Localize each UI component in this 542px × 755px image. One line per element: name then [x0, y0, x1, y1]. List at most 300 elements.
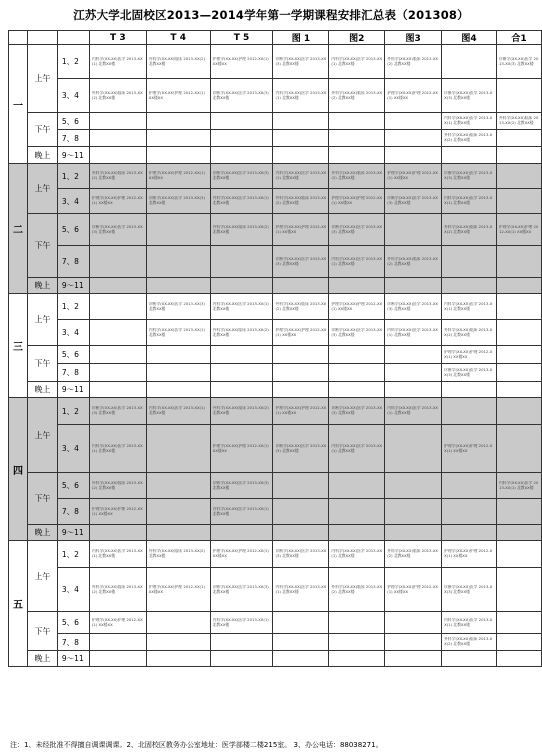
- course-text: 诊断学(XX-XX)医学 2013-XX(3) 北教XX楼: [212, 584, 269, 594]
- course-text: 外科学(XX-XX)临床 2013-XX(2) 北教XX楼: [387, 549, 439, 558]
- course-cell: [442, 499, 497, 525]
- course-text: 外科学(XX-XX)临床 2013-XX(2) 北教XX楼: [275, 196, 327, 205]
- course-text: 护理学(XX-XX)护理 2012-XX(1) XX楼XX: [148, 171, 205, 180]
- period-label: 1、2: [57, 541, 89, 568]
- course-cell: [496, 612, 541, 634]
- course-text: 护理学(XX-XX)护理 2012-XX(1) XX楼XX: [212, 443, 269, 453]
- course-cell: [210, 130, 273, 147]
- column-header: 图4: [442, 31, 497, 45]
- course-text: 护理学(XX-XX)护理 2012-XX(1) XX楼XX: [387, 584, 439, 594]
- course-text: 护理学(XX-XX)护理 2012-XX(1) XX楼XX: [275, 327, 327, 337]
- course-cell: [496, 364, 541, 382]
- course-cell: [496, 346, 541, 364]
- course-cell: [146, 568, 210, 612]
- course-text: 外科学(XX-XX)临床 2013-XX(2) 北教XX楼: [387, 56, 439, 66]
- weekday-label: 三: [9, 294, 28, 398]
- course-cell: [89, 79, 146, 113]
- course-cell: [442, 346, 497, 364]
- course-cell: [273, 214, 329, 246]
- course-text: 外科学(XX-XX)临床 2013-XX(2) 北教XX楼: [331, 171, 383, 180]
- course-cell: [442, 130, 497, 147]
- course-cell: [89, 189, 146, 214]
- half-day-label: 上午: [27, 45, 57, 113]
- course-cell: [496, 278, 541, 294]
- course-cell: [385, 130, 442, 147]
- course-cell: [273, 541, 329, 568]
- period-label: 7、8: [57, 634, 89, 651]
- course-cell: [146, 364, 210, 382]
- course-cell: [329, 278, 385, 294]
- course-cell: [496, 79, 541, 113]
- course-cell: [496, 214, 541, 246]
- course-text: 外科学(XX-XX)临床 2013-XX(2) 北教XX楼: [148, 56, 205, 66]
- course-cell: [442, 382, 497, 398]
- schedule-row: [9, 541, 542, 568]
- schedule-row: [9, 79, 542, 113]
- course-text: 诊断学(XX-XX)医学 2013-XX(3) 北教XX楼: [387, 301, 439, 311]
- course-cell: [146, 473, 210, 499]
- course-text: 护理学(XX-XX)护理 2012-XX(1) XX楼XX: [148, 90, 205, 100]
- course-text: 护理学(XX-XX)护理 2012-XX(1) XX楼XX: [212, 549, 269, 558]
- course-cell: [385, 651, 442, 667]
- course-text: 外科学(XX-XX)临床 2013-XX(2) 北教XX楼: [387, 256, 439, 266]
- course-text: 护理学(XX-XX)护理 2012-XX(1) XX楼XX: [91, 617, 143, 627]
- course-cell: [329, 79, 385, 113]
- course-text: 诊断学(XX-XX)医学 2013-XX(3) 北教XX楼: [212, 480, 269, 490]
- schedule-row: [9, 164, 542, 189]
- course-text: 护理学(XX-XX)护理 2012-XX(1) XX楼XX: [444, 349, 493, 359]
- course-cell: [210, 189, 273, 214]
- course-cell: [146, 346, 210, 364]
- period-label: 9～11: [57, 651, 89, 667]
- footer-note: 注：1、未经批准不得擅自调课调课。2、北固校区教务办公室地址：医学部楼二楼215室。 3、办公电话：88038271。: [10, 741, 383, 749]
- course-cell: [273, 425, 329, 473]
- course-cell: [273, 189, 329, 214]
- course-cell: [385, 499, 442, 525]
- schedule-row: [9, 294, 542, 320]
- schedule-row: [9, 612, 542, 634]
- period-label: 7、8: [57, 130, 89, 147]
- course-cell: [385, 541, 442, 568]
- course-cell: [146, 525, 210, 541]
- course-cell: [210, 79, 273, 113]
- course-cell: [442, 541, 497, 568]
- course-cell: [146, 499, 210, 525]
- period-label: 7、8: [57, 499, 89, 525]
- schedule-row: [9, 346, 542, 364]
- course-text: 诊断学(XX-XX)医学 2013-XX(3) 北教XX楼: [275, 56, 327, 66]
- schedule-row: [9, 499, 542, 525]
- period-label: 1、2: [57, 294, 89, 320]
- course-cell: [210, 278, 273, 294]
- course-cell: [329, 499, 385, 525]
- course-text: 外科学(XX-XX)临床 2013-XX(2) 北教XX楼: [91, 171, 143, 180]
- course-text: 护理学(XX-XX)护理 2012-XX(1) XX楼XX: [387, 90, 439, 100]
- course-cell: [496, 320, 541, 346]
- course-cell: [89, 525, 146, 541]
- course-cell: [210, 382, 273, 398]
- course-cell: [442, 278, 497, 294]
- course-text: 内科学(XX-XX)医学 2013-XX(1) 北教XX楼: [91, 549, 143, 558]
- course-text: 内科学(XX-XX)医学 2013-XX(1) 北教XX楼: [331, 256, 383, 266]
- schedule-row: [9, 320, 542, 346]
- course-cell: [385, 612, 442, 634]
- course-text: 诊断学(XX-XX)医学 2013-XX(3) 北教XX楼: [444, 171, 493, 180]
- course-cell: [146, 147, 210, 164]
- course-cell: [442, 189, 497, 214]
- course-cell: [496, 398, 541, 425]
- course-cell: [146, 278, 210, 294]
- course-cell: [385, 164, 442, 189]
- course-text: 内科学(XX-XX)医学 2013-XX(1) 北教XX楼: [212, 196, 269, 205]
- column-header: 图3: [385, 31, 442, 45]
- course-text: 护理学(XX-XX)护理 2012-XX(1) XX楼XX: [444, 443, 493, 453]
- course-cell: [329, 612, 385, 634]
- course-cell: [442, 113, 497, 130]
- course-cell: [329, 473, 385, 499]
- schedule-row: [9, 382, 542, 398]
- period-label: 5、6: [57, 214, 89, 246]
- course-cell: [329, 189, 385, 214]
- course-text: 内科学(XX-XX)医学 2013-XX(1) 北教XX楼: [212, 506, 269, 516]
- course-cell: [442, 294, 497, 320]
- schedule-row: [9, 130, 542, 147]
- course-text: 外科学(XX-XX)临床 2013-XX(2) 北教XX楼: [331, 90, 383, 100]
- course-cell: [385, 525, 442, 541]
- course-cell: [89, 364, 146, 382]
- course-cell: [89, 398, 146, 425]
- half-day-label: 下午: [27, 473, 57, 525]
- course-cell: [385, 320, 442, 346]
- course-cell: [210, 499, 273, 525]
- course-cell: [496, 113, 541, 130]
- course-cell: [89, 164, 146, 189]
- course-cell: [89, 130, 146, 147]
- course-cell: [89, 612, 146, 634]
- column-header: 合1: [496, 31, 541, 45]
- course-text: 护理学(XX-XX)护理 2012-XX(1) XX楼XX: [91, 506, 143, 516]
- course-text: 诊断学(XX-XX)医学 2013-XX(3) 北教XX楼: [275, 256, 327, 266]
- course-cell: [329, 525, 385, 541]
- course-cell: [89, 214, 146, 246]
- course-cell: [146, 382, 210, 398]
- course-text: 诊断学(XX-XX)医学 2013-XX(3) 北教XX楼: [387, 196, 439, 205]
- course-cell: [146, 113, 210, 130]
- schedule-row: [9, 364, 542, 382]
- course-text: 外科学(XX-XX)临床 2013-XX(2) 北教XX楼: [212, 224, 269, 234]
- course-cell: [329, 164, 385, 189]
- course-cell: [146, 130, 210, 147]
- course-cell: [89, 294, 146, 320]
- half-day-label: 上午: [27, 541, 57, 612]
- course-cell: [146, 189, 210, 214]
- course-cell: [210, 364, 273, 382]
- course-text: 内科学(XX-XX)医学 2013-XX(1) 北教XX楼: [275, 90, 327, 100]
- course-cell: [385, 398, 442, 425]
- course-cell: [146, 45, 210, 79]
- course-cell: [329, 382, 385, 398]
- period-label: 5、6: [57, 113, 89, 130]
- course-cell: [496, 164, 541, 189]
- half-day-label: 晚上: [27, 147, 57, 164]
- course-cell: [273, 278, 329, 294]
- course-text: 诊断学(XX-XX)医学 2013-XX(3) 北教XX楼: [212, 171, 269, 180]
- period-label: 5、6: [57, 346, 89, 364]
- course-text: 内科学(XX-XX)医学 2013-XX(1) 北教XX楼: [331, 549, 383, 558]
- course-text: 诊断学(XX-XX)医学 2013-XX(3) 北教XX楼: [148, 196, 205, 205]
- course-cell: [273, 130, 329, 147]
- course-cell: [442, 320, 497, 346]
- course-cell: [89, 113, 146, 130]
- course-cell: [496, 651, 541, 667]
- schedule-row: [9, 651, 542, 667]
- schedule-row: [9, 525, 542, 541]
- course-cell: [496, 147, 541, 164]
- course-text: 内科学(XX-XX)医学 2013-XX(1) 北教XX楼: [331, 56, 383, 66]
- course-cell: [496, 634, 541, 651]
- course-text: 护理学(XX-XX)护理 2012-XX(1) XX楼XX: [387, 171, 439, 180]
- course-cell: [273, 346, 329, 364]
- course-cell: [442, 398, 497, 425]
- course-text: 外科学(XX-XX)临床 2013-XX(2) 北教XX楼: [444, 637, 493, 646]
- course-cell: [329, 425, 385, 473]
- course-cell: [210, 651, 273, 667]
- course-cell: [385, 364, 442, 382]
- course-cell: [385, 45, 442, 79]
- course-text: 外科学(XX-XX)临床 2013-XX(2) 北教XX楼: [444, 224, 493, 234]
- course-cell: [329, 320, 385, 346]
- course-cell: [385, 189, 442, 214]
- course-text: 诊断学(XX-XX)医学 2013-XX(3) 北教XX楼: [331, 224, 383, 234]
- course-cell: [89, 246, 146, 278]
- course-cell: [146, 246, 210, 278]
- course-text: 诊断学(XX-XX)医学 2013-XX(3) 北教XX楼: [148, 301, 205, 311]
- course-text: 诊断学(XX-XX)医学 2013-XX(3) 北教XX楼: [91, 224, 143, 234]
- course-cell: [89, 382, 146, 398]
- course-cell: [210, 246, 273, 278]
- course-cell: [89, 45, 146, 79]
- course-text: 内科学(XX-XX)医学 2013-XX(1) 北教XX楼: [275, 584, 327, 594]
- course-cell: [329, 568, 385, 612]
- weekday-label: 四: [9, 398, 28, 541]
- course-cell: [273, 147, 329, 164]
- course-cell: [89, 425, 146, 473]
- course-cell: [89, 278, 146, 294]
- course-cell: [385, 425, 442, 473]
- course-cell: [273, 568, 329, 612]
- course-cell: [385, 473, 442, 499]
- course-cell: [89, 473, 146, 499]
- course-cell: [442, 525, 497, 541]
- course-cell: [273, 499, 329, 525]
- schedule-row: [9, 189, 542, 214]
- course-text: 外科学(XX-XX)临床 2013-XX(2) 北教XX楼: [212, 327, 269, 337]
- course-cell: [385, 568, 442, 612]
- period-label: 1、2: [57, 398, 89, 425]
- course-cell: [146, 425, 210, 473]
- course-cell: [273, 525, 329, 541]
- course-text: 护理学(XX-XX)护理 2012-XX(1) XX楼XX: [444, 549, 493, 558]
- course-cell: [210, 45, 273, 79]
- schedule-row: [9, 45, 542, 79]
- course-cell: [442, 651, 497, 667]
- column-header: T 5: [210, 31, 273, 45]
- course-cell: [273, 164, 329, 189]
- course-cell: [442, 634, 497, 651]
- course-cell: [210, 425, 273, 473]
- weekday-label: 五: [9, 541, 28, 667]
- period-label: 3、4: [57, 79, 89, 113]
- course-cell: [442, 45, 497, 79]
- course-cell: [329, 147, 385, 164]
- course-cell: [146, 294, 210, 320]
- course-cell: [146, 79, 210, 113]
- period-label: 9～11: [57, 382, 89, 398]
- course-text: 诊断学(XX-XX)医学 2013-XX(3) 北教XX楼: [275, 443, 327, 453]
- half-day-label: 下午: [27, 113, 57, 147]
- period-label: 1、2: [57, 164, 89, 189]
- course-cell: [329, 294, 385, 320]
- course-text: 外科学(XX-XX)临床 2013-XX(2) 北教XX楼: [148, 549, 205, 558]
- course-text: 内科学(XX-XX)医学 2013-XX(1) 北教XX楼: [148, 406, 205, 415]
- course-cell: [89, 147, 146, 164]
- course-cell: [89, 634, 146, 651]
- half-day-label: 晚上: [27, 382, 57, 398]
- half-day-label: 下午: [27, 346, 57, 382]
- course-text: 外科学(XX-XX)临床 2013-XX(2) 北教XX楼: [444, 327, 493, 337]
- course-cell: [89, 568, 146, 612]
- course-cell: [329, 398, 385, 425]
- course-cell: [442, 473, 497, 499]
- course-cell: [442, 246, 497, 278]
- course-cell: [210, 320, 273, 346]
- course-cell: [210, 568, 273, 612]
- course-text: 内科学(XX-XX)医学 2013-XX(1) 北教XX楼: [275, 171, 327, 180]
- course-cell: [442, 164, 497, 189]
- course-cell: [442, 568, 497, 612]
- course-cell: [496, 246, 541, 278]
- course-cell: [329, 45, 385, 79]
- period-label: 7、8: [57, 364, 89, 382]
- course-cell: [89, 541, 146, 568]
- course-text: 内科学(XX-XX)医学 2013-XX(1) 北教XX楼: [444, 116, 493, 125]
- schedule-table: [8, 30, 542, 667]
- course-cell: [89, 651, 146, 667]
- schedule-row: [9, 634, 542, 651]
- period-label: 9～11: [57, 278, 89, 294]
- course-cell: [385, 214, 442, 246]
- course-cell: [210, 612, 273, 634]
- course-cell: [210, 634, 273, 651]
- course-cell: [273, 398, 329, 425]
- course-text: 护理学(XX-XX)护理 2012-XX(1) XX楼XX: [331, 301, 383, 311]
- course-cell: [496, 499, 541, 525]
- schedule-row: [9, 214, 542, 246]
- course-cell: [146, 164, 210, 189]
- course-cell: [496, 525, 541, 541]
- course-cell: [442, 214, 497, 246]
- course-text: 内科学(XX-XX)医学 2013-XX(1) 北教XX楼: [91, 443, 143, 453]
- course-cell: [146, 214, 210, 246]
- course-cell: [273, 45, 329, 79]
- course-cell: [442, 425, 497, 473]
- course-text: 护理学(XX-XX)护理 2012-XX(1) XX楼XX: [498, 224, 539, 234]
- course-text: 诊断学(XX-XX)医学 2013-XX(3) 北教XX楼: [91, 406, 143, 415]
- course-cell: [210, 473, 273, 499]
- weekday-label: 一: [9, 45, 28, 164]
- course-text: 内科学(XX-XX)医学 2013-XX(1) 北教XX楼: [331, 443, 383, 453]
- course-cell: [329, 541, 385, 568]
- course-cell: [496, 45, 541, 79]
- course-text: 诊断学(XX-XX)医学 2013-XX(3) 北教XX楼: [444, 90, 493, 100]
- period-label: 3、4: [57, 568, 89, 612]
- course-cell: [273, 79, 329, 113]
- course-text: 外科学(XX-XX)临床 2013-XX(2) 北教XX楼: [91, 480, 143, 490]
- course-cell: [146, 320, 210, 346]
- course-cell: [329, 346, 385, 364]
- period-label: 9～11: [57, 525, 89, 541]
- course-cell: [146, 634, 210, 651]
- course-cell: [385, 79, 442, 113]
- course-cell: [273, 113, 329, 130]
- course-cell: [385, 634, 442, 651]
- course-cell: [329, 214, 385, 246]
- course-cell: [210, 164, 273, 189]
- course-cell: [329, 246, 385, 278]
- course-text: 诊断学(XX-XX)医学 2013-XX(3) 北教XX楼: [331, 327, 383, 337]
- course-cell: [496, 294, 541, 320]
- course-cell: [146, 541, 210, 568]
- course-cell: [89, 346, 146, 364]
- course-cell: [273, 634, 329, 651]
- period-label: 9～11: [57, 147, 89, 164]
- course-text: 内科学(XX-XX)医学 2013-XX(1) 北教XX楼: [387, 327, 439, 337]
- course-text: 内科学(XX-XX)医学 2013-XX(1) 北教XX楼: [444, 301, 493, 311]
- course-cell: [146, 651, 210, 667]
- course-text: 诊断学(XX-XX)医学 2013-XX(3) 北教XX楼: [444, 584, 493, 594]
- course-cell: [496, 473, 541, 499]
- course-cell: [273, 320, 329, 346]
- course-cell: [496, 425, 541, 473]
- column-header: 图 1: [273, 31, 329, 45]
- half-day-label: 晚上: [27, 651, 57, 667]
- course-cell: [496, 382, 541, 398]
- course-text: 护理学(XX-XX)护理 2012-XX(1) XX楼XX: [275, 224, 327, 234]
- schedule-row: [9, 568, 542, 612]
- schedule-row: [9, 147, 542, 164]
- course-cell: [385, 382, 442, 398]
- schedule-row: [9, 113, 542, 130]
- course-text: 护理学(XX-XX)护理 2012-XX(1) XX楼XX: [212, 56, 269, 66]
- course-text: 护理学(XX-XX)护理 2012-XX(1) XX楼XX: [331, 196, 383, 205]
- page-title: 江苏大学北固校区2013—2014学年第一学期课程安排汇总表（201308）: [73, 8, 469, 22]
- course-cell: [496, 189, 541, 214]
- course-text: 诊断学(XX-XX)医学 2013-XX(3) 北教XX楼: [331, 406, 383, 415]
- course-cell: [273, 382, 329, 398]
- course-text: 诊断学(XX-XX)医学 2013-XX(3) 北教XX楼: [498, 56, 539, 66]
- period-label: 3、4: [57, 189, 89, 214]
- course-text: 外科学(XX-XX)临床 2013-XX(2) 北教XX楼: [444, 133, 493, 142]
- course-cell: [442, 79, 497, 113]
- course-cell: [210, 294, 273, 320]
- course-cell: [273, 294, 329, 320]
- course-cell: [146, 612, 210, 634]
- course-text: 内科学(XX-XX)医学 2013-XX(1) 北教XX楼: [444, 617, 493, 627]
- course-cell: [385, 346, 442, 364]
- period-label: 1、2: [57, 45, 89, 79]
- half-day-label: 下午: [27, 612, 57, 651]
- half-day-label: 晚上: [27, 525, 57, 541]
